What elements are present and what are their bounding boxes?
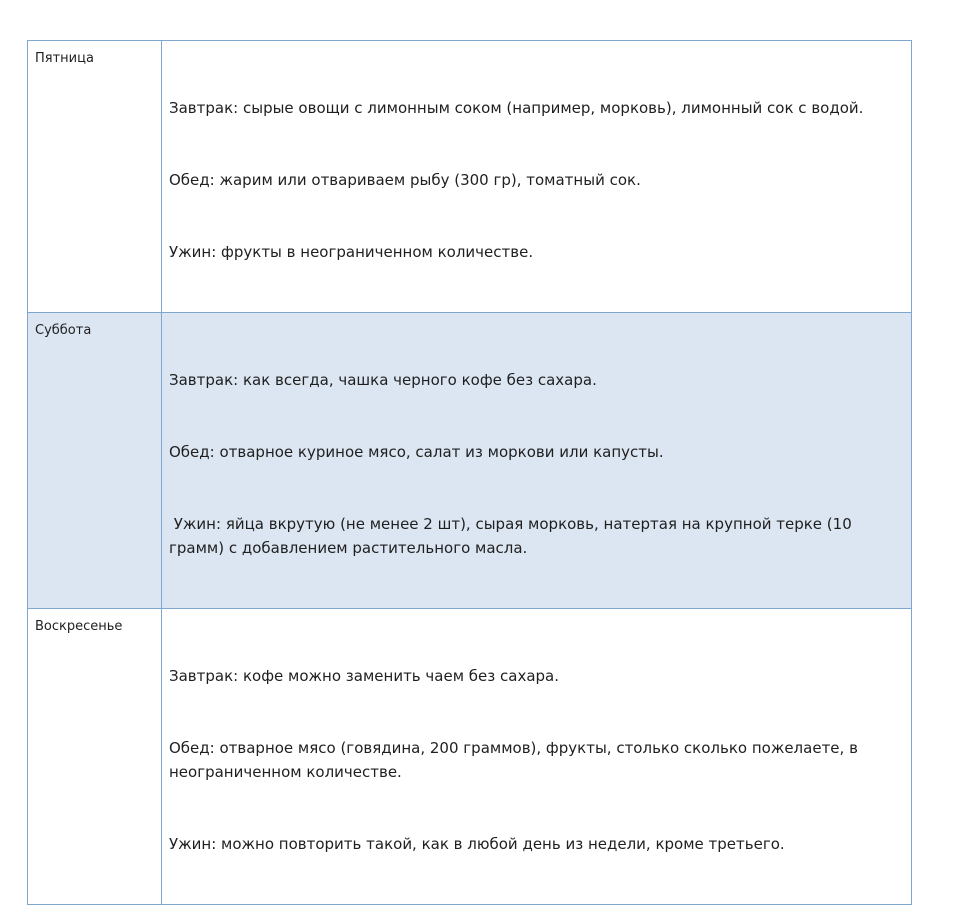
table-row-friday — [28, 41, 912, 313]
table-row-saturday — [28, 313, 912, 609]
diet-menu-table — [27, 40, 912, 905]
day-cell — [28, 41, 162, 313]
dinner-text: Ужин: фрукты в неограниченном количестве. — [169, 243, 534, 261]
day-label: Пятница — [35, 51, 94, 66]
meal-cell — [162, 609, 912, 905]
table-row-sunday — [28, 609, 912, 905]
day-label: Суббота — [35, 323, 92, 338]
dinner-text: Ужин: яйца вкрутую (не менее 2 шт), сырая морковь, натертая на крупной терке (10 грамм) с добавлением растительного масла. — [169, 515, 857, 557]
day-label: Воскресенье — [35, 619, 123, 634]
meal-cell — [162, 313, 912, 609]
breakfast-text: Завтрак: кофе можно заменить чаем без сахара. — [169, 667, 559, 685]
lunch-text: Обед: отварное куриное мясо, салат из моркови или капусты. — [169, 443, 664, 461]
dinner-text: Ужин: можно повторить такой, как в любой день из недели, кроме третьего. — [169, 835, 785, 853]
meal-cell — [162, 41, 912, 313]
lunch-text: Обед: жарим или отвариваем рыбу (300 гр), томатный сок. — [169, 171, 641, 189]
breakfast-text: Завтрак: как всегда, чашка черного кофе без сахара. — [169, 371, 597, 389]
day-cell — [28, 609, 162, 905]
lunch-text: Обед: отварное мясо (говядина, 200 граммов), фрукты, столько сколько пожелаете, в неограниченном количестве. — [169, 739, 863, 781]
day-cell — [28, 313, 162, 609]
breakfast-text: Завтрак: сырые овощи с лимонным соком (например, морковь), лимонный сок с водой. — [169, 99, 864, 117]
